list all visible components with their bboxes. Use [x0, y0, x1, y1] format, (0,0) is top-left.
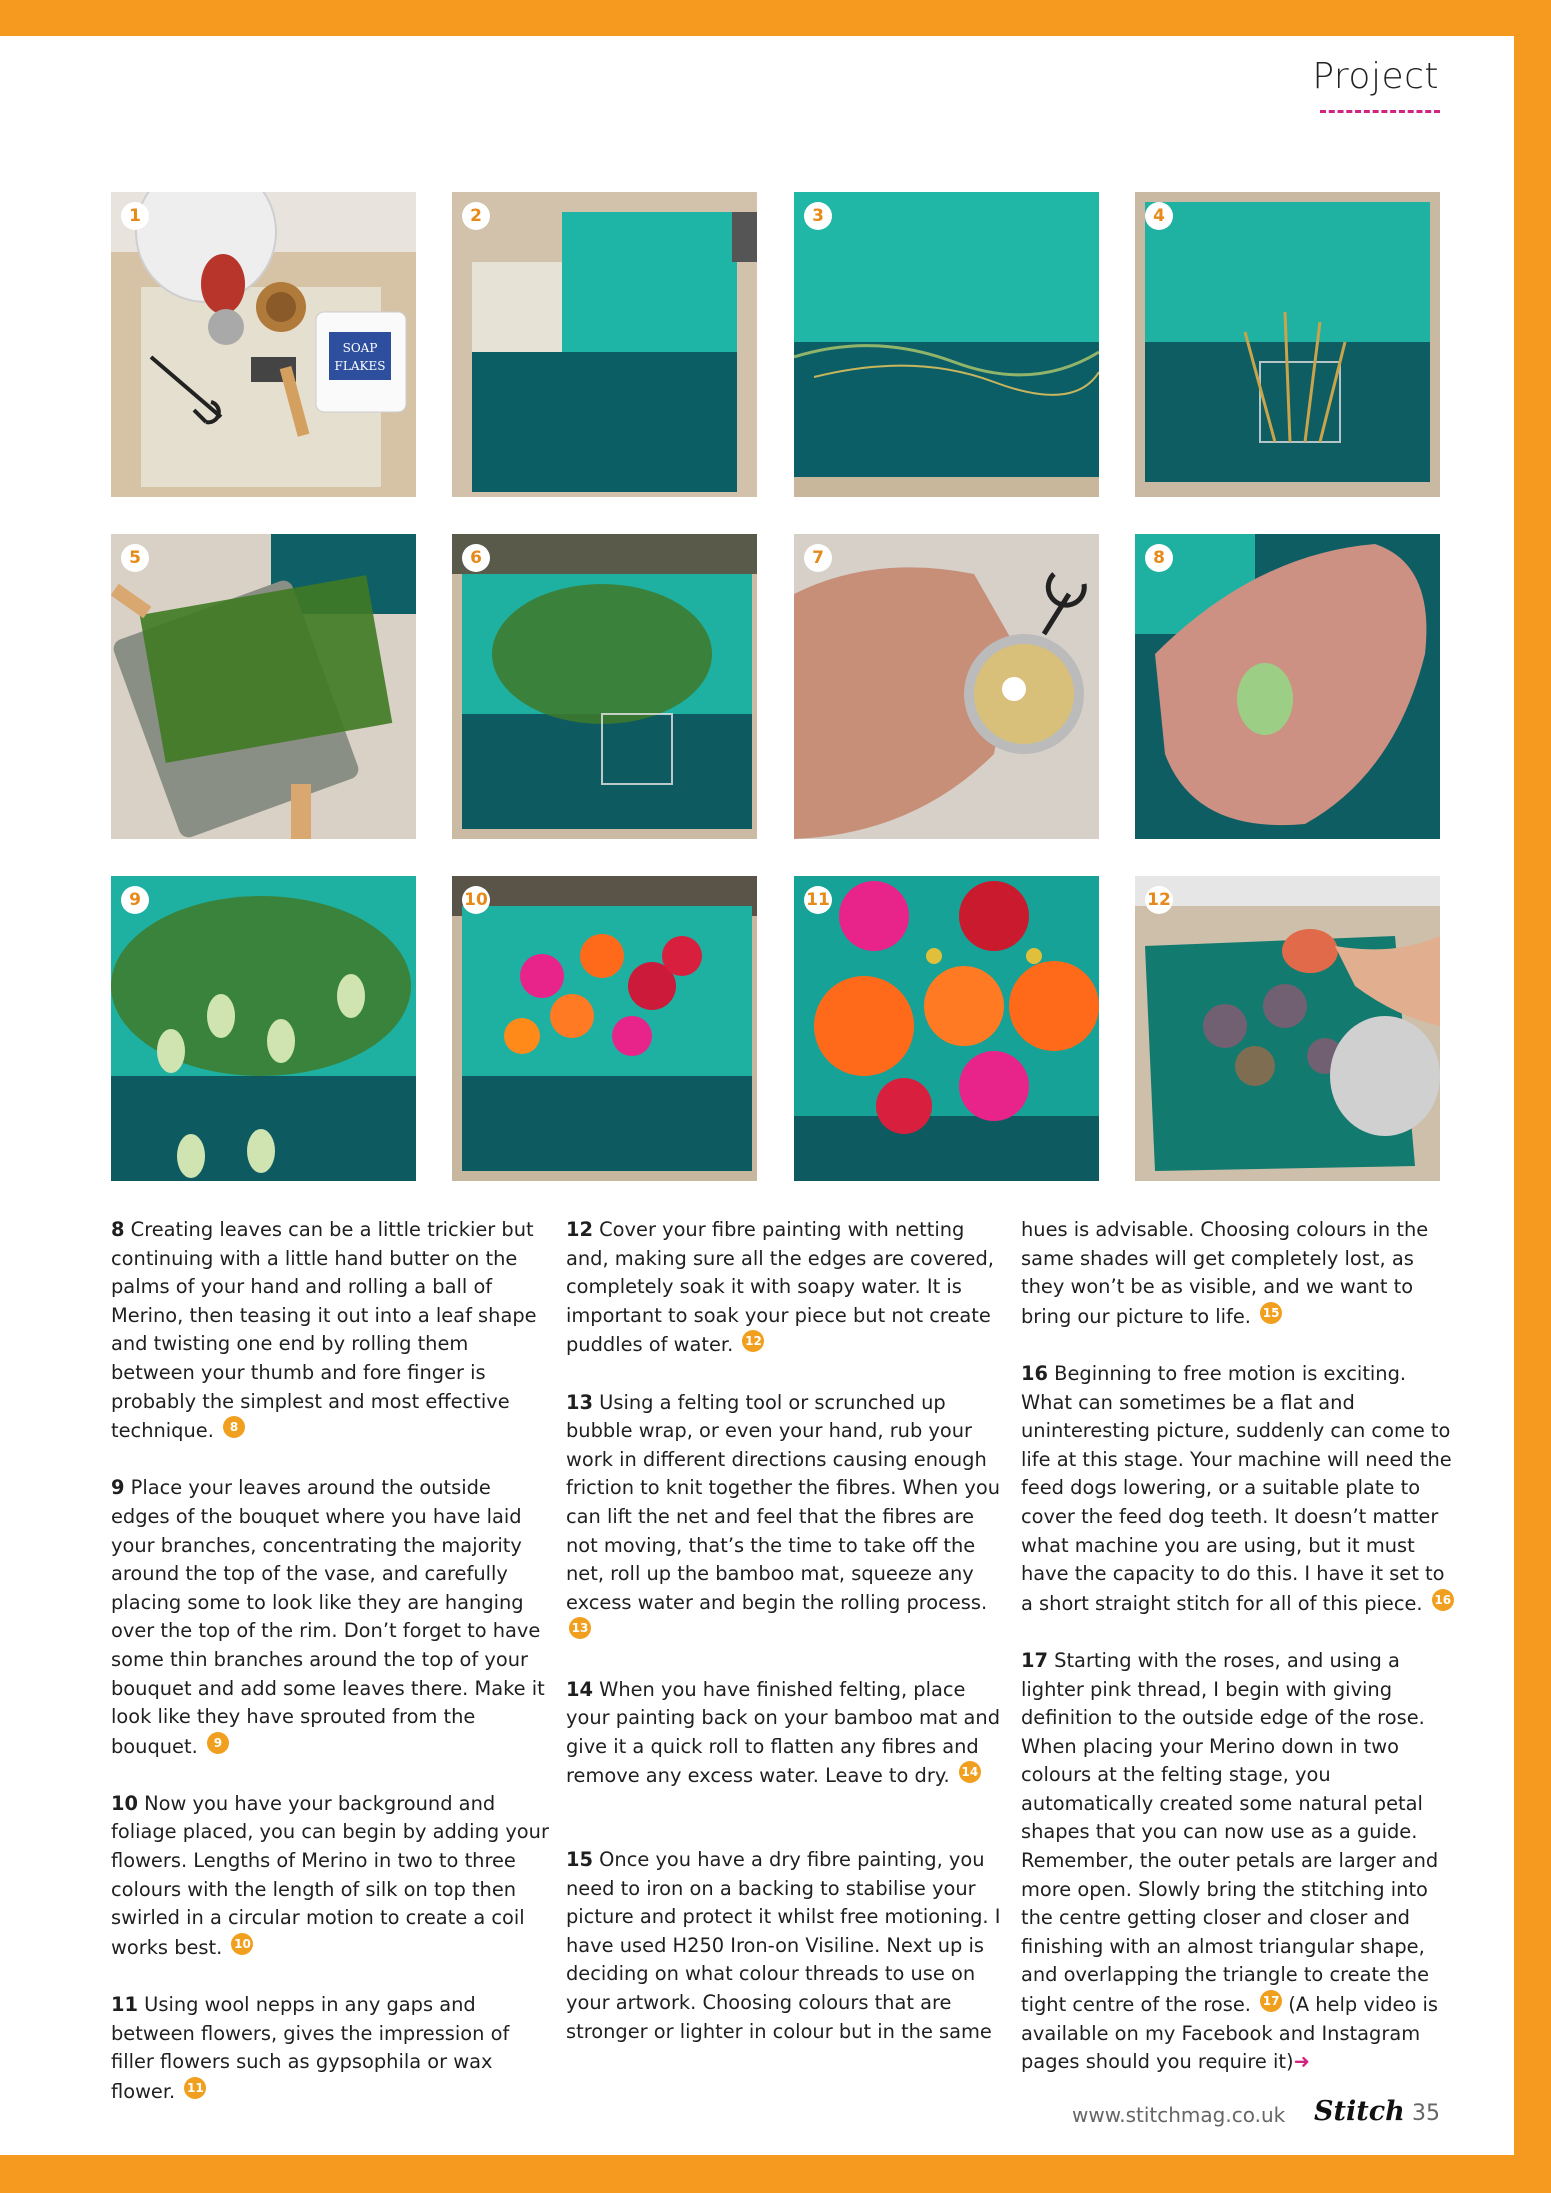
photo-number-badge: 6: [462, 544, 490, 572]
step-12: 12 Cover your fibre painting with netting and, making sure all the edges are covered, completely soak it with soapy water. It is important to soak your piece but not create puddles of water. 12: [566, 1218, 994, 1357]
step-17: 17 Starting with the roses, and using a lighter pink thread, I begin with giving definition to the outside edge of the rose. When placing your Merino down in two colours at the felting stage, you automatically created some natural petal shapes that you can now use as a guide. Remember, the outer petals are larger and more open. Slowly bring the stitching into the centre getting closer and closer and finishing with an almost triangular shape, and overlapping the triangle to create the tight centre of the rose. 17 (A help video is available on my Facebook and Instagram pages should you require it)➜: [1021, 1648, 1439, 2074]
step-9: 9 Place your leaves around the outside edges of the bouquet where you have laid your branches, concentrating the majority around the top of the vase, and carefully placing some to look like they are hanging over the top of the rim. Don’t forget to have some thin branches around the top of your bouquet and add some leaves there. Make it look like they have sprouted from the bouquet. 9: [111, 1476, 545, 1758]
step-ref-badge: 12: [742, 1330, 764, 1352]
photo-step-8: [1135, 534, 1440, 839]
continue-arrow-icon: ➜: [1293, 2050, 1310, 2074]
soap-label-2: FLAKES: [334, 359, 386, 373]
photo-step-4: [1135, 192, 1440, 497]
photo-number-badge: 8: [1145, 544, 1173, 572]
photo-number-badge: 10: [462, 886, 490, 914]
photo-step-3: [794, 192, 1099, 497]
photo-number-badge: 12: [1145, 886, 1173, 914]
photo-step-9: [111, 876, 416, 1181]
photo-number-badge: 11: [804, 886, 832, 914]
step-13: 13 Using a felting tool or scrunched up bubble wrap, or even your hand, rub your work in different directions causing enough friction to knit together the fibres. When you can lift the net and feel that the fibres are not moving, that’s the time to take off the net, roll up the bamboo mat, squeeze any excess water and begin the rolling process. 13: [566, 1389, 1006, 1647]
step-ref-badge: 16: [1432, 1589, 1454, 1611]
step-ref-badge: 15: [1260, 1302, 1282, 1324]
step-14: 14 When you have finished felting, place your painting back on your bamboo mat and give it a quick roll to flatten any fibres and remove any excess water. Leave to dry. 14: [566, 1677, 1001, 1788]
photo-number-badge: 3: [804, 202, 832, 230]
text-column-2: [566, 1216, 1006, 1819]
footer-url[interactable]: www.stitchmag.co.uk: [1072, 2103, 1286, 2127]
step-ref-badge: 13: [569, 1617, 591, 1639]
step-ref-badge: 9: [207, 1732, 229, 1754]
section-label: Project: [1312, 56, 1439, 97]
step-ref-badge: 8: [223, 1416, 245, 1438]
photo-number-badge: 9: [121, 886, 149, 914]
photo-step-2: [452, 192, 757, 497]
photo-step-7: [794, 534, 1099, 839]
text-column-1: [111, 1216, 551, 2135]
section-underline: [1320, 110, 1440, 113]
photo-number-badge: 7: [804, 544, 832, 572]
step-ref-badge: 17: [1260, 1990, 1282, 2012]
step-8: 8 Creating leaves can be a little trickier but continuing with a little hand butter on the palms of your hand and rolling a ball of Merino, then teasing it out into a leaf shape and twisting one end by rolling them between your thumb and fore finger is probably the simplest and most effective technique. 8: [111, 1218, 537, 1443]
photo-number-badge: 4: [1145, 202, 1173, 230]
frame-bottom: [0, 2155, 1551, 2193]
step-ref-badge: 11: [184, 2077, 206, 2099]
text-column-3: [1021, 1216, 1461, 2105]
photo-step-10: [452, 876, 757, 1181]
photo-step-6: [452, 534, 757, 839]
step-11: 11 Using wool nepps in any gaps and between flowers, gives the impression of filler flowers such as gypsophila or wax flower. 11: [111, 1993, 510, 2103]
photo-number-badge: 5: [121, 544, 149, 572]
step-15: 15 Once you have a dry fibre painting, you need to iron on a backing to stabilise your picture and protect it whilst free motioning. I have used H250 Iron-on Visiline. Next up is deciding on what colour threads to use on your artwork. Choosing colours that are stronger or lighter in colour but in the same: [566, 1848, 1001, 2043]
photo-step-11: [794, 876, 1099, 1181]
photo-number-badge: 1: [121, 202, 149, 230]
footer-brand-logo: Stitch: [1314, 2096, 1405, 2127]
step-15-part-1: [566, 1846, 1006, 2075]
step-16: 16 Beginning to free motion is exciting. What can sometimes be a flat and uninteresting picture, suddenly can come to life at this stage. Your machine will need the feed dogs lowering, or a suitable plate to cover the feed dog teeth. It doesn’t matter what machine you are using, but it must have the capacity to do this. I have it set to a short straight stitch for all of this piece. 16: [1021, 1360, 1461, 1618]
step-ref-badge: 10: [231, 1933, 253, 1955]
photo-step-12: [1135, 876, 1440, 1181]
frame-top: [0, 0, 1551, 36]
page-number: 35: [1412, 2101, 1440, 2126]
step-ref-badge: 14: [959, 1761, 981, 1783]
step-10: 10 Now you have your background and foliage placed, you can begin by adding your flowers. Lengths of Merino in two to three colours with the length of silk on top then swirled in a circular motion to create a coil works best. 10: [111, 1791, 549, 1959]
step-15-continued: hues is advisable. Choosing colours in the same shades will get completely lost, as they won’t be as visible, and we want to bring our picture to life. 15: [1021, 1218, 1429, 1328]
photo-step-5: [111, 534, 416, 839]
photo-step-1: [111, 192, 416, 497]
photo-number-badge: 2: [462, 202, 490, 230]
frame-right: [1514, 0, 1551, 2193]
soap-label-1: SOAP: [342, 341, 378, 355]
